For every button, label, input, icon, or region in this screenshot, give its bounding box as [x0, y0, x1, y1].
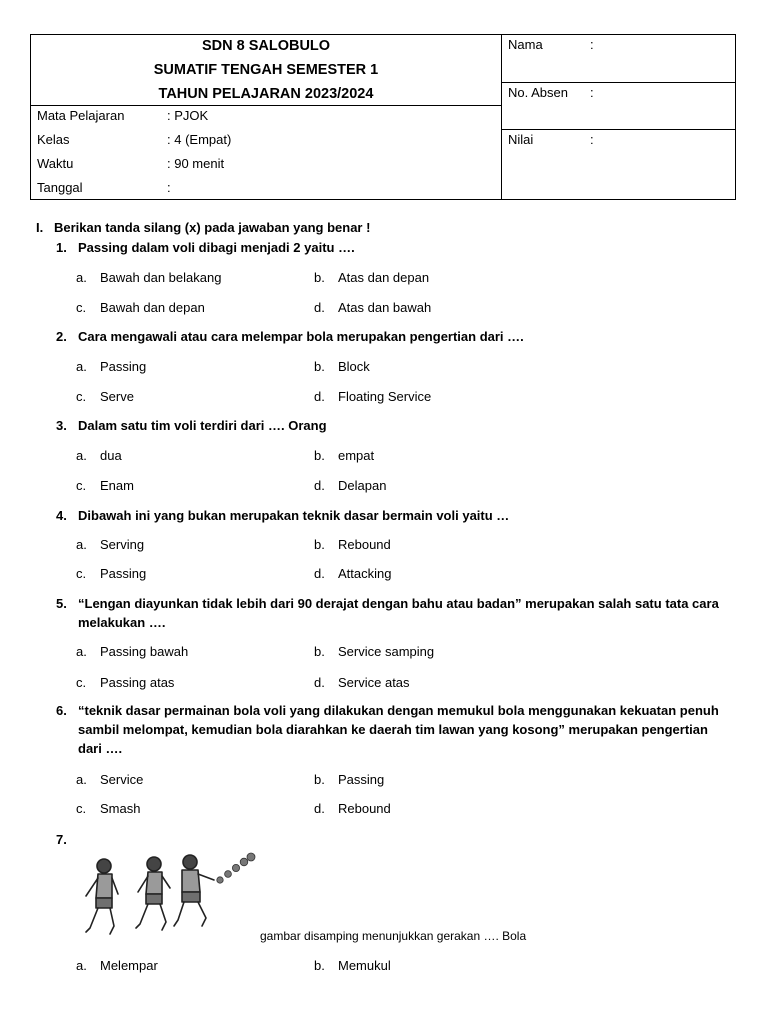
option-letter: b. [314, 958, 325, 973]
option-letter: a. [76, 644, 87, 659]
option-text: Memukul [338, 958, 391, 973]
option-letter: c. [76, 300, 87, 315]
header-title-block [31, 35, 501, 106]
question-number: 5. [56, 596, 67, 611]
option-letter: a. [76, 772, 87, 787]
throwing-children-illustration [78, 848, 258, 948]
exam-name: SUMATIF TENGAH SEMESTER 1 [153, 62, 379, 78]
option-text: Service samping [338, 644, 435, 659]
option-letter: d. [314, 675, 325, 690]
option-letter: a. [76, 537, 87, 552]
question-text: “teknik dasar permainan bola voli yang dilakukan dengan memukul bola menggunakan kekuatan penuh sambil melompat, kemudian bola diarahkan ke daerah tim lawan yang kosong” merupakan pengertian dari …. [78, 703, 719, 756]
question-4 [56, 506, 726, 525]
option-text: empat [338, 448, 375, 463]
meta-row-class [37, 132, 497, 154]
question-text: Dalam satu tim voli terdiri dari …. Orang [78, 418, 327, 433]
meta-row-time [37, 156, 497, 178]
option-text: Rebound [338, 537, 391, 552]
option-text: Melempar [100, 958, 158, 973]
meta-value: : [167, 180, 171, 195]
section-instruction: Berikan tanda silang (x) pada jawaban yang benar ! [54, 220, 371, 235]
option-letter: d. [314, 566, 325, 581]
meta-label: Waktu [37, 156, 74, 171]
option-text: Floating Service [338, 389, 432, 404]
figure-caption: gambar disamping menunjukkan gerakan …. Bola [260, 929, 527, 943]
question-1 [56, 238, 726, 257]
option-letter: a. [76, 448, 87, 463]
option-letter: d. [314, 801, 325, 816]
school-name: SDN 8 SALOBULO [201, 38, 331, 54]
field-colon: : [590, 37, 594, 52]
option-letter: b. [314, 448, 325, 463]
option-letter: a. [76, 958, 87, 973]
meta-label: Kelas [37, 132, 70, 147]
option-text: Smash [100, 801, 141, 816]
option-text: Bawah dan belakang [100, 270, 222, 285]
option-text: Delapan [338, 478, 387, 493]
option-text: Attacking [338, 566, 392, 581]
option-text: Enam [100, 478, 134, 493]
option-letter: b. [314, 270, 325, 285]
option-letter: a. [76, 270, 87, 285]
option-text: Rebound [338, 801, 391, 816]
field-colon: : [590, 132, 594, 147]
option-text: Block [338, 359, 370, 374]
option-text: Passing [100, 566, 147, 581]
option-letter: b. [314, 772, 325, 787]
question-text: Dibawah ini yang bukan merupakan teknik dasar bermain voli yaitu … [78, 508, 510, 523]
option-letter: d. [314, 300, 325, 315]
option-letter: b. [314, 537, 325, 552]
question-5 [56, 594, 726, 632]
question-number: 2. [56, 329, 67, 344]
option-letter: a. [76, 359, 87, 374]
field-colon: : [590, 85, 594, 100]
question-number: 4. [56, 508, 67, 523]
question-2 [56, 327, 726, 346]
header-right [502, 35, 735, 199]
exam-header-table [30, 34, 736, 200]
option-letter: d. [314, 478, 325, 493]
option-text: Bawah dan depan [100, 300, 205, 315]
option-text: Atas dan bawah [338, 300, 432, 315]
option-text: dua [100, 448, 122, 463]
option-letter: c. [76, 801, 87, 816]
option-text: Passing [338, 772, 385, 787]
option-text: Service atas [338, 675, 410, 690]
question-3 [56, 416, 726, 435]
name-field[interactable] [502, 35, 735, 83]
field-label: No. Absen [508, 85, 568, 100]
question-number: 7. [56, 832, 67, 847]
meta-row-subject [37, 108, 497, 130]
meta-value: : 4 (Empat) [167, 132, 232, 147]
option-letter: b. [314, 359, 325, 374]
option-text: Serving [100, 537, 145, 552]
question-text: Passing dalam voli dibagi menjadi 2 yaitu …. [78, 240, 355, 255]
option-letter: b. [314, 644, 325, 659]
meta-row-date [37, 180, 497, 202]
option-letter: c. [76, 566, 87, 581]
field-label: Nama [508, 37, 543, 52]
option-text: Atas dan depan [338, 270, 430, 285]
option-letter: d. [314, 389, 325, 404]
option-letter: c. [76, 389, 87, 404]
absence-number-field[interactable] [502, 83, 735, 130]
question-number: 6. [56, 703, 67, 718]
option-text: Passing atas [100, 675, 175, 690]
question-6 [56, 701, 726, 758]
field-label: Nilai [508, 132, 534, 147]
header-left [31, 35, 502, 199]
meta-label: Tanggal [37, 180, 83, 195]
option-text: Passing [100, 359, 147, 374]
meta-value: : PJOK [167, 108, 209, 123]
section-number: I. [36, 220, 44, 235]
meta-label: Mata Pelajaran [37, 108, 125, 123]
academic-year: TAHUN PELAJARAN 2023/2024 [158, 86, 374, 102]
question-text: “Lengan diayunkan tidak lebih dari 90 derajat dengan bahu atau badan” merupakan salah satu tata cara melakukan …. [78, 596, 719, 630]
meta-value: : 90 menit [167, 156, 225, 171]
question-text: Cara mengawali atau cara melempar bola merupakan pengertian dari …. [78, 329, 524, 344]
question-number: 3. [56, 418, 67, 433]
option-letter: c. [76, 478, 87, 493]
option-text: Service [100, 772, 144, 787]
score-field[interactable] [502, 130, 735, 200]
option-letter: c. [76, 675, 87, 690]
option-text: Serve [100, 389, 134, 404]
question-number: 1. [56, 240, 67, 255]
option-text: Passing bawah [100, 644, 189, 659]
